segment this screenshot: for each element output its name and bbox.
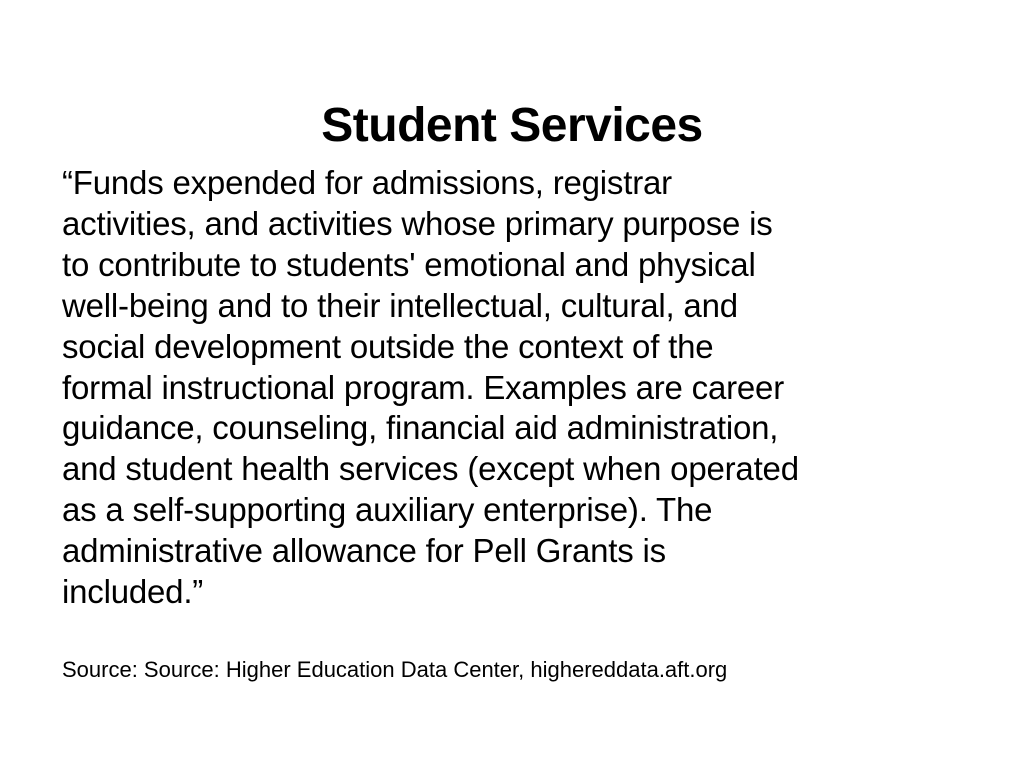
quote-line: administrative allowance for Pell Grants is [62,532,666,570]
quote-line: “Funds expended for admissions, registrar [62,164,672,201]
quote-line: social development outside the context of the [62,327,714,365]
quote-line: guidance, counseling, financial aid administration, [62,409,779,447]
slide-title: Student Services [321,99,703,153]
quote-line: as a self-supporting auxiliary enterprise). The [62,491,713,529]
quote-text [62,163,962,613]
quote-line: and student health services (except when operated [62,450,799,488]
quote-line: to contribute to students' emotional and physical [62,245,756,283]
quote-line: activities, and activities whose primary purpose is [62,204,773,242]
quote-line: formal instructional program. Examples are career [62,368,784,406]
quote-line: well-being and to their intellectual, cultural, and [62,286,738,324]
quote-line: included.” [62,573,204,611]
source-citation: Source: Source: Higher Education Data Center, highereddata.aft.org [62,657,728,682]
